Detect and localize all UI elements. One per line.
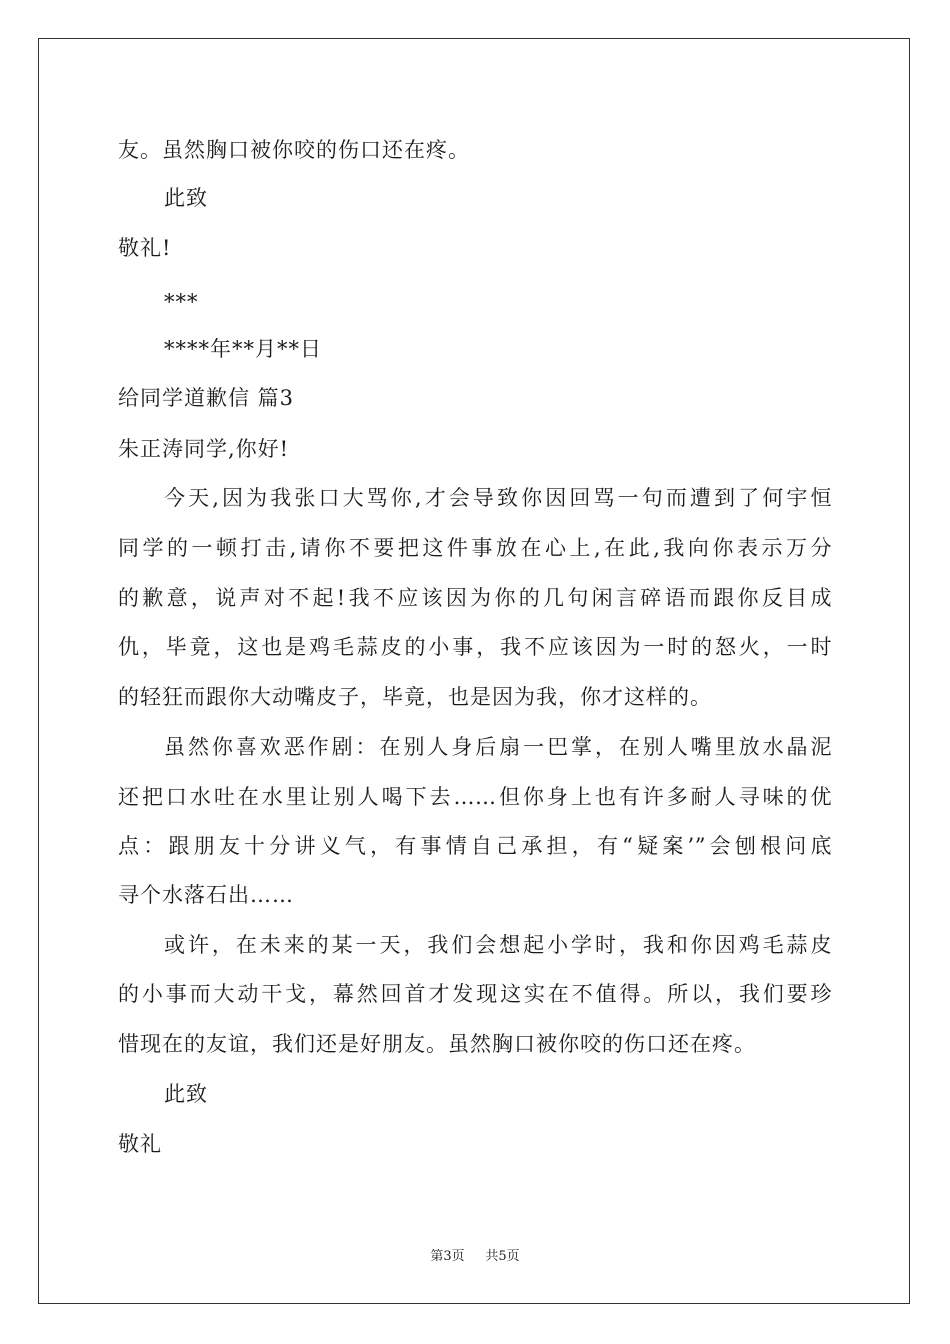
paragraph-2-line: 寻个水落石出…… [118,883,294,907]
paragraph-2-line: 点：跟朋友十分讲义气，有事情自己承担，有“疑案’”会刨根问底 [118,834,832,858]
paragraph-3-line: 惜现在的友谊，我们还是好朋友。虽然胸口被你咬的伤口还在疼。 [118,1032,756,1056]
paragraph-1-line: 仇，毕竟，这也是鸡毛蒜皮的小事，我不应该因为一时的怒火，一时 [118,635,832,659]
paragraph-3-line: 或许，在未来的某一天，我们会想起小学时，我和你因鸡毛蒜皮 [164,933,832,957]
paragraph-1-line: 今天,因为我张口大骂你,才会导致你因回骂一句而遭到了何宇恒 [164,486,832,510]
paragraph-2-line: 虽然你喜欢恶作剧：在别人身后扇一巴掌，在别人嘴里放水晶泥 [164,735,832,759]
page-number: 第3页 [430,1249,465,1264]
signature: *** [164,290,199,314]
page-footer [0,1248,950,1266]
page-border [38,38,910,1304]
paragraph-1-line: 的轻狂而跟你大动嘴皮子，毕竟，也是因为我，你才这样的。 [118,685,712,709]
paragraph-1-line: 的歉意，说声对不起!我不应该因为你的几句闲言碎语而跟你反目成 [118,586,832,610]
greeting: 朱正涛同学,你好! [118,437,290,461]
page-total: 共5页 [485,1249,520,1264]
paragraph-1-line: 同学的一顿打击,请你不要把这件事放在心上,在此,我向你表示万分 [118,536,832,560]
paragraph-3-line: 的小事而大动干戈，幕然回首才发现这实在不值得。所以，我们要珍 [118,982,832,1006]
section-heading: 给同学道歉信 篇3 [118,386,295,410]
salutation-jingli: 敬礼! [118,236,172,260]
salutation-cizhi: 此致 [164,1082,208,1106]
paragraph-2-line: 还把口水吐在水里让别人喝下去……但你身上也有许多耐人寻味的优 [118,785,832,809]
salutation-jingli: 敬礼 [118,1132,162,1156]
salutation-cizhi: 此致 [164,186,208,210]
closing-line: 友。虽然胸口被你咬的伤口还在疼。 [118,138,470,162]
date-line: ****年**月**日 [164,337,322,361]
